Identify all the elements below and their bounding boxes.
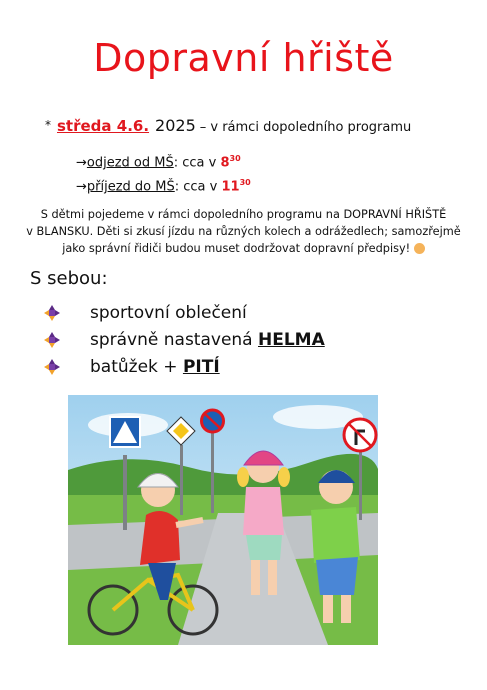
departure-hour: 8 <box>220 155 230 171</box>
event-date-line <box>45 116 411 135</box>
arrival-label: příjezd do MŠ <box>86 179 175 195</box>
item-emphasis: PITÍ <box>182 357 220 377</box>
item-text: sportovní oblečení <box>90 303 247 323</box>
departure-label: odjezd od MŠ <box>86 155 174 171</box>
bring-heading: S sebou: <box>30 268 108 289</box>
smiley-icon <box>414 243 425 254</box>
asterisk-bullet: * <box>45 118 51 132</box>
diamond-bullet-icon <box>44 332 60 348</box>
diamond-bullet-icon <box>44 305 60 321</box>
arrival-minutes: 30 <box>239 178 251 187</box>
event-note: – v rámci dopoledního programu <box>199 120 412 135</box>
arrow-right-icon: → <box>76 179 87 195</box>
departure-row <box>76 154 241 170</box>
departure-minutes: 30 <box>229 154 241 163</box>
intro-line-2: v BLANSKU. Děti si zkusí jízdu na různých kolech a odrážedlech; samozřejmě <box>26 225 461 238</box>
departure-mid: : cca v <box>173 155 221 171</box>
event-year: 2025 <box>155 116 196 135</box>
arrival-mid: : cca v <box>174 179 222 195</box>
intro-line-3: jako správní řidiči budou muset dodržovat dopravní předpisy! <box>62 242 411 255</box>
intro-line-1: S dětmi pojedeme v rámci dopoledního programu na DOPRAVNÍ HŘIŠTĚ <box>40 208 447 221</box>
event-day: středa 4.6. <box>57 117 150 135</box>
arrival-row <box>76 178 251 194</box>
arrival-hour: 11 <box>221 179 240 195</box>
item-text: batůžek + <box>90 357 183 377</box>
diamond-bullet-icon <box>44 359 60 375</box>
item-emphasis: HELMA <box>258 330 325 350</box>
kids-on-traffic-playground-illustration <box>68 395 378 645</box>
arrow-right-icon: → <box>76 155 87 171</box>
page-title: Dopravní hřiště <box>93 36 394 80</box>
intro-paragraph <box>20 206 467 257</box>
item-text: správně nastavená <box>90 330 258 350</box>
